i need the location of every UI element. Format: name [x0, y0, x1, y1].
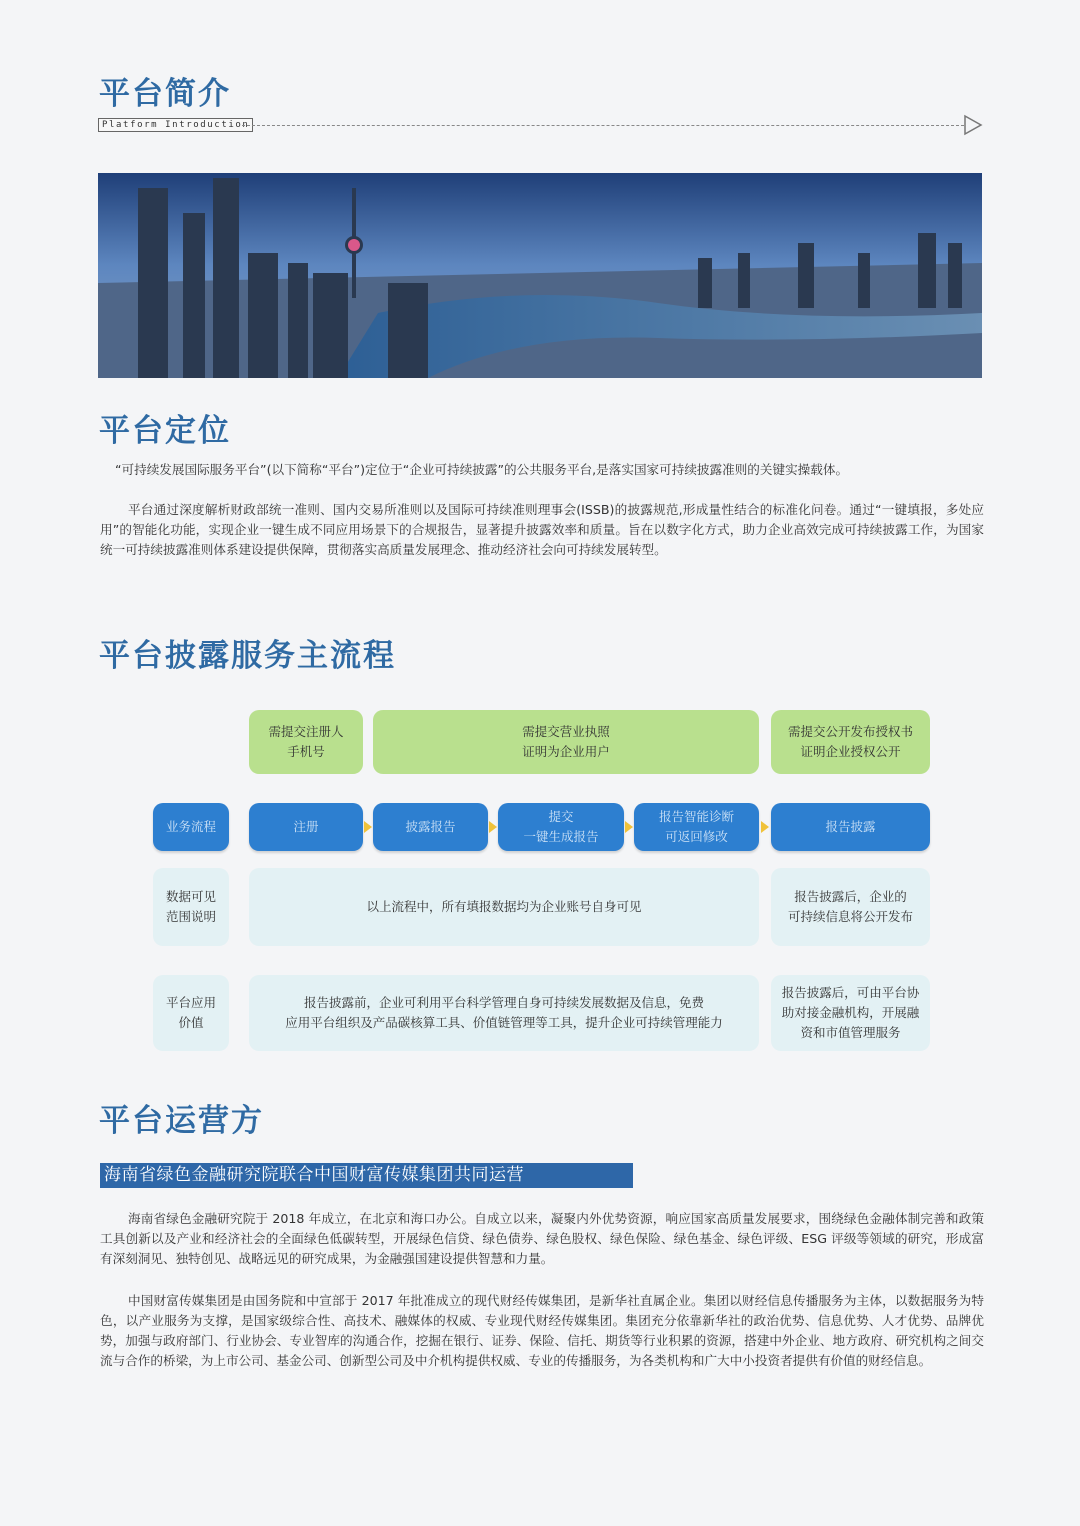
operator-title: 平台运营方: [99, 1103, 264, 1139]
positioning-title: 平台定位: [99, 413, 231, 449]
arrow-right-icon: [761, 821, 769, 833]
value-main: 报告披露前，企业可利用平台科学管理自身可持续发展数据及信息，免费 应用平台组织及产品碳核算工具、价值链管理等工具，提升企业可持续管理能力: [249, 975, 759, 1051]
requirement-authorization: 需提交公开发布授权书 证明企业授权公开: [771, 710, 930, 774]
value-after: 报告披露后，可由平台协 助对接金融机构，开展融 资和市值管理服务: [771, 975, 930, 1051]
positioning-paragraph-1: “可持续发展国际服务平台”(以下简称“平台”)定位于“企业可持续披露”的公共服务平台,是落实国家可持续披露准则的关键实操载体。: [115, 462, 849, 477]
step-publish: 报告披露: [771, 803, 930, 851]
play-arrow-icon: [962, 114, 984, 136]
divider: [242, 125, 964, 126]
process-title: 平台披露服务主流程: [99, 638, 396, 674]
intro-title: 平台简介: [99, 76, 231, 112]
requirement-license: 需提交营业执照 证明为企业用户: [373, 710, 759, 774]
positioning-paragraph-2: 平台通过深度解析财政部统一准则、国内交易所准则以及国际可持续准则理事会(ISSB)的披露规范,形成量性结合的标准化问卷。通过“一键填报，多处应用”的智能化功能，实现企业一键生成不同应用场景下的合规报告，显著提升披露效率和质量。旨在以数字化方式，助力企业高效完成可持续披露工作，为国家统一可持续披露准则体系建设提供保障，贯彻落实高质量发展理念、推动经济社会向可持续发展转型。: [100, 502, 984, 557]
step-disclose-report: 披露报告: [373, 803, 488, 851]
step-register: 注册: [249, 803, 363, 851]
city-skyline-image: [98, 173, 982, 378]
visibility-label: 数据可见 范围说明: [153, 868, 229, 946]
visibility-main: 以上流程中，所有填报数据均为企业账号自身可见: [249, 868, 759, 946]
arrow-right-icon: [625, 821, 633, 833]
arrow-right-icon: [489, 821, 497, 833]
step-diagnosis: 报告智能诊断 可返回修改: [634, 803, 759, 851]
arrow-right-icon: [364, 821, 372, 833]
visibility-after: 报告披露后，企业的 可持续信息将公开发布: [771, 868, 930, 946]
flow-label: 业务流程: [153, 803, 229, 851]
requirement-phone: 需提交注册人 手机号: [249, 710, 363, 774]
operator-paragraph-2: 中国财富传媒集团是由国务院和中宣部于 2017 年批准成立的现代财经传媒集团，是新华社直属企业。集团以财经信息传播服务为主体，以数据服务为特色，以产业服务为支撑，是国家级综合性、高技术、融媒体的权威、专业现代财经传媒集团。集团充分依靠新华社的政治优势、信息优势、人才优势、品牌优势，加强与政府部门、行业协会、专业智库的沟通合作，挖掘在银行、证券、保险、信托、期货等行业积累的资源，搭建中外企业、地方政府、研究机构之间交流与合作的桥梁，为上市公司、基金公司、创新型公司及中介机构提供权威、专业的传播服务，为各类机构和广大中小投资者提供有价值的财经信息。: [100, 1293, 984, 1368]
operator-paragraph-1: 海南省绿色金融研究院于 2018 年成立，在北京和海口办公。自成立以来，凝聚内外优势资源，响应国家高质量发展要求，围绕绿色金融体制完善和政策工具创新以及产业和经济社会的全面绿色低碳转型，开展绿色信贷、绿色债券、绿色股权、绿色保险、绿色基金、绿色评级、ESG 评级等领域的研究，形成富有深刻洞见、独特创见、战略远见的研究成果，为金融强国建设提供智慧和力量。: [100, 1211, 984, 1266]
operator-banner: 海南省绿色金融研究院联合中国财富传媒集团共同运营: [100, 1163, 633, 1188]
intro-subtitle: Platform Introduction: [98, 118, 253, 132]
step-submit: 提交 一键生成报告: [498, 803, 624, 851]
value-label: 平台应用 价值: [153, 975, 229, 1051]
